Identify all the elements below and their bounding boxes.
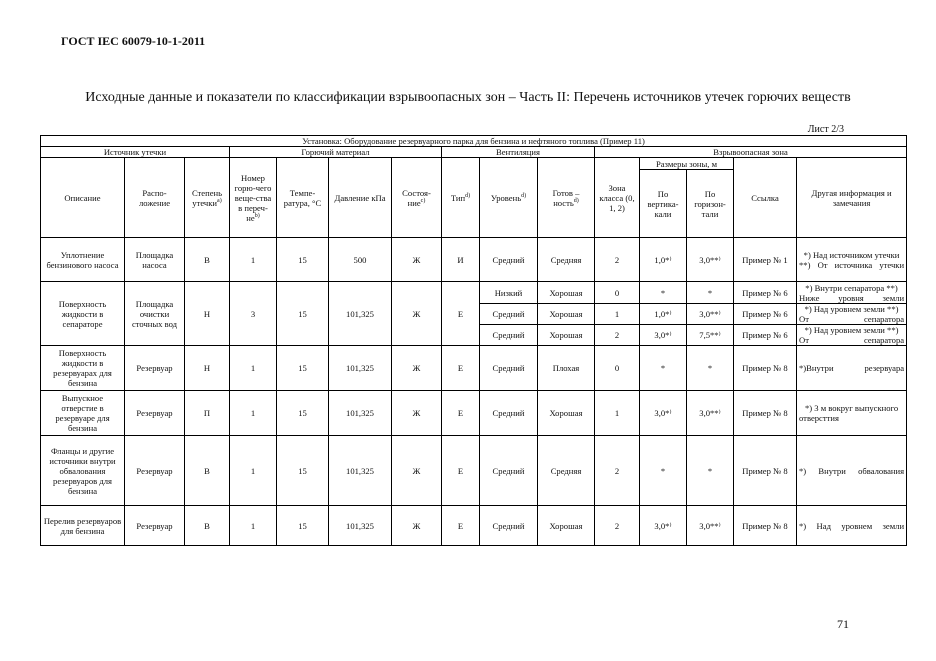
cell-num: 1 [230, 238, 277, 282]
col-ref: Ссылка [734, 158, 797, 238]
col-sizes: Размеры зоны, м [640, 158, 734, 170]
cell-avail: Хорошая [538, 304, 595, 325]
col-level [480, 158, 538, 238]
group-zone: Взрывоопасная зона [595, 147, 907, 158]
installation-row: Установка: Оборудование резервуарного парка для бензина и нефтяного топлива (Пример 11) [41, 136, 907, 147]
cell-level: Средний [480, 304, 538, 325]
page-number: 71 [837, 617, 849, 631]
cell-vert: 3,0*⁾ [640, 325, 687, 346]
cell-loc: Резервуар [125, 436, 185, 506]
cell-ref: Пример № 8 [734, 436, 797, 506]
cell-num: 1 [230, 506, 277, 546]
cell-ref: Пример № 1 [734, 238, 797, 282]
col-level-sup: d) [521, 192, 527, 199]
col-temp: Темпе-ратура, °С [277, 158, 329, 238]
cell-level: Низкий [480, 282, 538, 304]
cell-type: И [442, 238, 480, 282]
cell-desc: Выпускное отверстие в резервуаре для бензина [41, 391, 125, 436]
col-state [392, 158, 442, 238]
cell-ref: Пример № 8 [734, 506, 797, 546]
cell-desc: Перелив резервуаров для бензина [41, 506, 125, 546]
cell-vert: 3,0*⁾ [640, 391, 687, 436]
cell-degree: В [185, 238, 230, 282]
cell-press: 101,325 [329, 391, 392, 436]
cell-avail: Хорошая [538, 325, 595, 346]
col-avail [538, 158, 595, 238]
cell-avail: Средняя [538, 436, 595, 506]
cell-press: 101,325 [329, 346, 392, 391]
cell-avail: Хорошая [538, 282, 595, 304]
cell-press: 101,325 [329, 436, 392, 506]
cell-loc: Резервуар [125, 346, 185, 391]
col-horiz: По горизон-тали [687, 170, 734, 238]
table-row [41, 346, 907, 391]
cell-ref: Пример № 8 [734, 391, 797, 436]
col-type [442, 158, 480, 238]
cell-avail: Плохая [538, 346, 595, 391]
cell-horiz: 3,0**⁾ [687, 304, 734, 325]
cell-other: *) Внутри сепаратора **) Ниже уровня земли [797, 282, 907, 304]
cell-level: Средний [480, 238, 538, 282]
cell-level: Средний [480, 346, 538, 391]
cell-zone: 0 [595, 346, 640, 391]
cell-type: Е [442, 346, 480, 391]
table-row [41, 391, 907, 436]
table-row [41, 282, 907, 304]
cell-degree: В [185, 436, 230, 506]
cell-degree: Н [185, 346, 230, 391]
cell-level: Средний [480, 506, 538, 546]
cell-desc: Уплотнение бензинового насоса [41, 238, 125, 282]
cell-avail: Хорошая [538, 391, 595, 436]
col-degree-sup: а) [217, 197, 222, 204]
cell-ref: Пример № 6 [734, 304, 797, 325]
col-press: Давление кПа [329, 158, 392, 238]
cell-temp: 15 [277, 346, 329, 391]
cell-zone: 2 [595, 506, 640, 546]
col-type-label: Тип [450, 192, 466, 203]
cell-ref: Пример № 8 [734, 346, 797, 391]
cell-state: Ж [392, 346, 442, 391]
col-num-sup: b) [254, 212, 260, 219]
cell-press: 500 [329, 238, 392, 282]
cell-loc: Резервуар [125, 506, 185, 546]
cell-num: 3 [230, 282, 277, 346]
cell-temp: 15 [277, 282, 329, 346]
cell-loc: Площадка насоса [125, 238, 185, 282]
cell-level: Средний [480, 391, 538, 436]
table-row [41, 436, 907, 506]
col-loc: Распо-ложение [125, 158, 185, 238]
group-source: Источник утечки [41, 147, 230, 158]
cell-zone: 1 [595, 304, 640, 325]
col-avail-sup: d) [573, 197, 579, 204]
col-desc: Описание [41, 158, 125, 238]
cell-desc: Фланцы и другие источники внутри обвалования резервуаров для бензина [41, 436, 125, 506]
col-other: Другая информация и замечания [797, 158, 907, 238]
sheet-number: Лист 2/3 [807, 124, 844, 135]
col-state-sup: с) [420, 197, 426, 204]
col-level-label: Уровень [490, 192, 522, 203]
cell-temp: 15 [277, 436, 329, 506]
cell-temp: 15 [277, 506, 329, 546]
group-ventilation: Вентиляция [442, 147, 595, 158]
cell-num: 1 [230, 436, 277, 506]
standard-header: ГОСТ IEC 60079-10-1-2011 [61, 34, 206, 48]
cell-degree: П [185, 391, 230, 436]
cell-temp: 15 [277, 391, 329, 436]
cell-type: Е [442, 436, 480, 506]
cell-other: *) Над уровнем земли **) От сепаратора [797, 325, 907, 346]
cell-zone: 2 [595, 238, 640, 282]
col-state-label: Состоя-ние [402, 187, 431, 208]
cell-horiz: * [687, 436, 734, 506]
cell-zone: 0 [595, 282, 640, 304]
cell-type: Е [442, 391, 480, 436]
leak-sources-table [40, 135, 907, 546]
cell-state: Ж [392, 391, 442, 436]
col-num [230, 158, 277, 238]
cell-vert: 1,0*⁾ [640, 238, 687, 282]
cell-other: *) Над уровнем земли [797, 506, 907, 546]
cell-num: 1 [230, 346, 277, 391]
cell-press: 101,325 [329, 282, 392, 346]
cell-other: *)Внутри резервуара [797, 346, 907, 391]
cell-zone: 2 [595, 436, 640, 506]
cell-other: *) 3 м вокруг выпускного отверсттия [797, 391, 907, 436]
col-degree [185, 158, 230, 238]
col-num-label: Номер горю-чего веще-ства в переч-не [234, 172, 272, 223]
col-vert: По вертика-кали [640, 170, 687, 238]
cell-vert: * [640, 436, 687, 506]
cell-state: Ж [392, 238, 442, 282]
cell-desc: Поверхность жидкости в сепараторе [41, 282, 125, 346]
cell-type: Е [442, 282, 480, 346]
cell-vert: * [640, 282, 687, 304]
cell-avail: Средняя [538, 238, 595, 282]
cell-temp: 15 [277, 238, 329, 282]
cell-vert: 1,0*⁾ [640, 304, 687, 325]
cell-other: *) Над источником утечки **) От источника утечки [797, 238, 907, 282]
cell-zone: 1 [595, 391, 640, 436]
cell-state: Ж [392, 506, 442, 546]
col-zoneclass: Зона класса (0, 1, 2) [595, 158, 640, 238]
table-row [41, 506, 907, 546]
cell-ref: Пример № 6 [734, 282, 797, 304]
cell-other: *) Над уровнем земли **) От сепаратора [797, 304, 907, 325]
cell-num: 1 [230, 391, 277, 436]
cell-horiz: 7,5**⁾ [687, 325, 734, 346]
cell-ref: Пример № 6 [734, 325, 797, 346]
cell-horiz: 3,0**⁾ [687, 238, 734, 282]
table-row [41, 238, 907, 282]
col-type-sup: d) [465, 192, 471, 199]
col-degree-label: Степень утечки [191, 187, 223, 208]
cell-horiz: * [687, 282, 734, 304]
cell-vert: 3,0*⁾ [640, 506, 687, 546]
cell-desc: Поверхность жидкости в резервуарах для бензина [41, 346, 125, 391]
cell-loc: Площадка очистки сточных вод [125, 282, 185, 346]
document-title: Исходные данные и показатели по классификации взрывоопасных зон – Часть II: Перечень источников утечек горючих веществ [85, 90, 851, 105]
cell-loc: Резервуар [125, 391, 185, 436]
cell-vert: * [640, 346, 687, 391]
cell-horiz: 3,0**⁾ [687, 391, 734, 436]
cell-press: 101,325 [329, 506, 392, 546]
cell-other: *) Внутри обвалования [797, 436, 907, 506]
cell-avail: Хорошая [538, 506, 595, 546]
cell-level: Средний [480, 325, 538, 346]
col-avail-label: Готов – ность [552, 187, 580, 208]
cell-zone: 2 [595, 325, 640, 346]
cell-level: Средний [480, 436, 538, 506]
cell-horiz: * [687, 346, 734, 391]
cell-state: Ж [392, 436, 442, 506]
cell-state: Ж [392, 282, 442, 346]
cell-degree: Н [185, 282, 230, 346]
cell-degree: В [185, 506, 230, 546]
group-material: Горючий материал [230, 147, 442, 158]
cell-horiz: 3,0**⁾ [687, 506, 734, 546]
cell-type: Е [442, 506, 480, 546]
